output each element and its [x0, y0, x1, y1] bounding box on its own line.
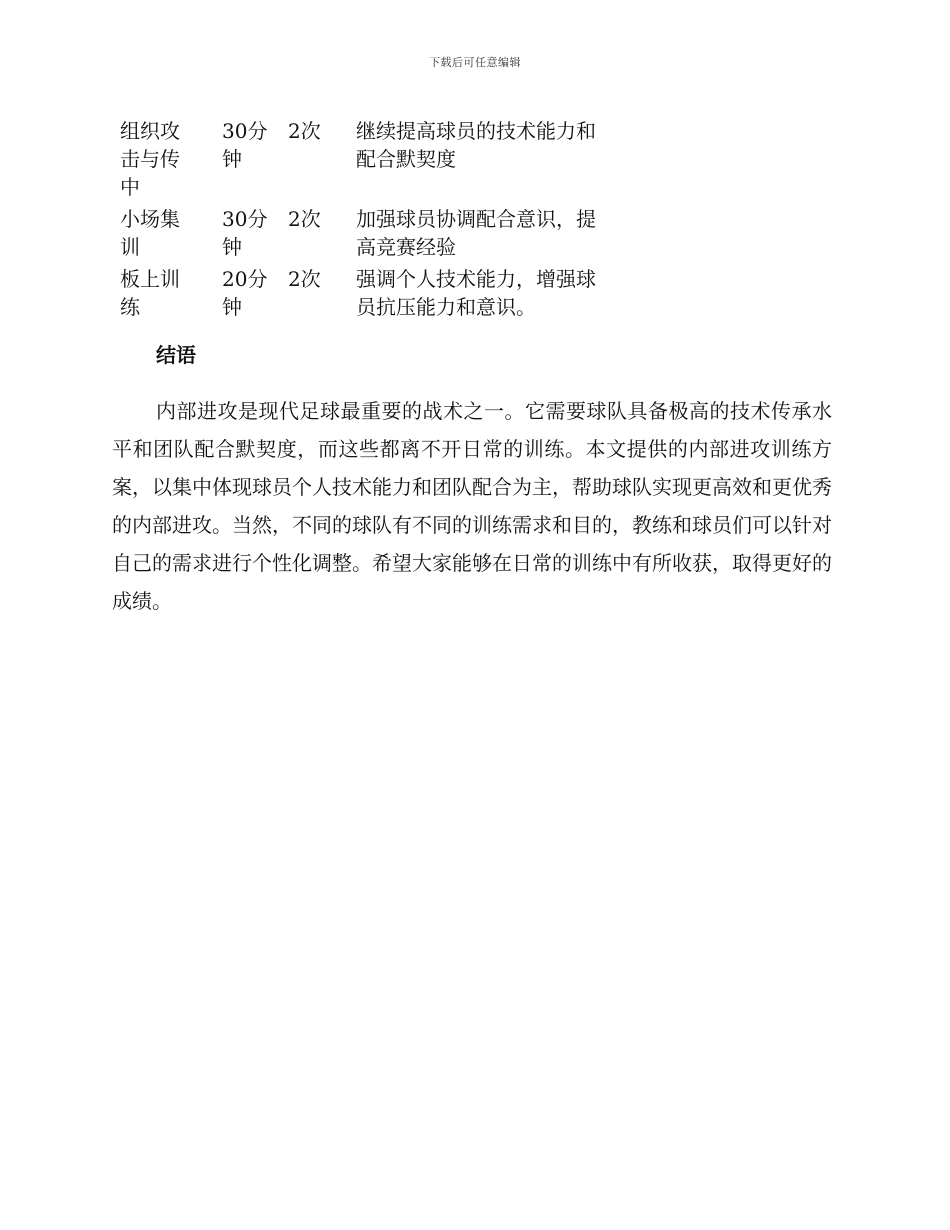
drill-goal: 加强球员协调配合意识，提高竞赛经验 [356, 207, 596, 259]
table-row [112, 117, 606, 205]
drill-count: 2次 [288, 119, 321, 143]
drill-goal: 继续提高球员的技术能力和配合默契度 [356, 119, 596, 171]
drill-goal: 强调个人技术能力，增强球员抗压能力和意识。 [356, 267, 596, 319]
table-row [112, 265, 606, 325]
training-schedule-table [112, 117, 606, 325]
conclusion-paragraph: 内部进攻是现代足球最重要的战术之一。它需要球队具备极高的技术传承水平和团队配合默契度，而这些都离不开日常的训练。本文提供的内部进攻训练方案，以集中体现球员个人技术能力和团队配合为主，帮助球队实现更高效和更优秀的内部进攻。当然，不同的球队有不同的训练需求和目的，教练和球员们可以针对自己的需求进行个性化调整。希望大家能够在日常的训练中有所收获，取得更好的成绩。 [112, 399, 832, 613]
drill-duration: 30分钟 [222, 119, 268, 171]
drill-duration: 20分钟 [222, 267, 268, 319]
page-header: 下载后可任意编辑 [429, 56, 521, 69]
drill-count: 2次 [288, 267, 321, 291]
drill-count: 2次 [288, 207, 321, 231]
drill-duration: 30分钟 [222, 207, 268, 259]
table-row [112, 205, 606, 265]
conclusion-heading: 结语 [156, 343, 196, 367]
drill-name: 组织攻击与传中 [120, 119, 180, 199]
drill-name: 板上训练 [120, 267, 180, 319]
drill-name: 小场集训 [120, 207, 180, 259]
